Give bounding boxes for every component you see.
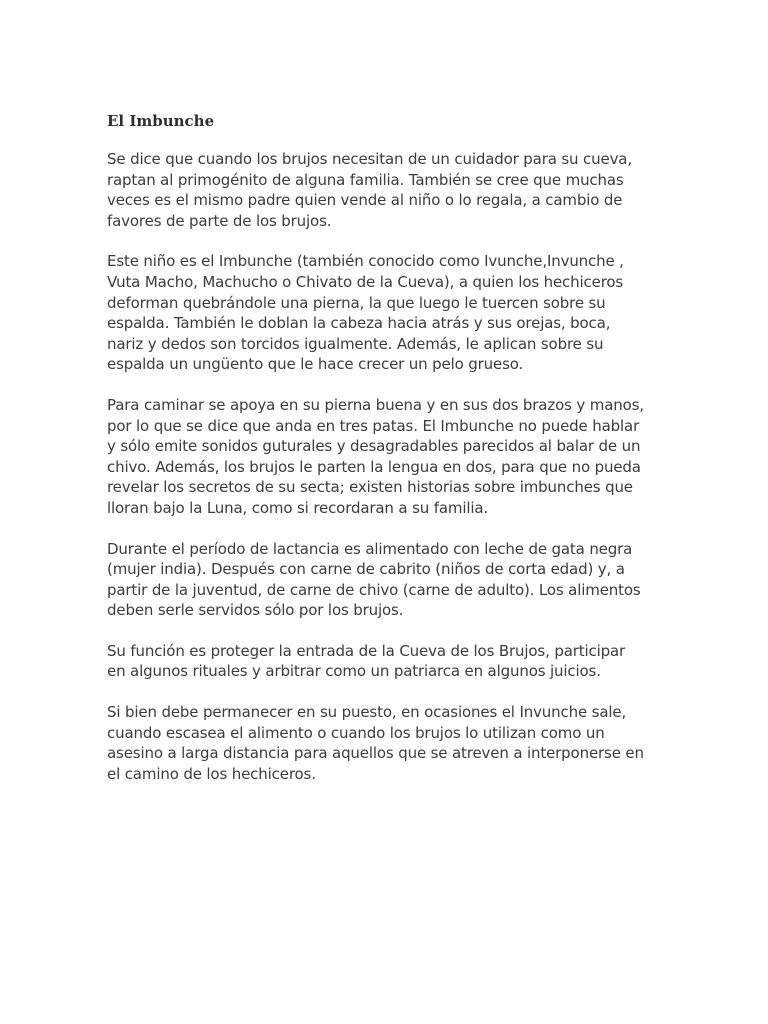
- text-line: favores de parte de los brujos.: [107, 211, 332, 230]
- text-line: el camino de los hechiceros.: [107, 764, 316, 783]
- paragraph-6: [107, 702, 647, 784]
- text-line: en algunos rituales y arbitrar como un patriarca en algunos juicios.: [107, 662, 601, 681]
- text-line: raptan al primogénito de alguna familia. También se cree que muchas: [107, 170, 624, 189]
- paragraph-5: [107, 641, 647, 682]
- paragraph-3: [107, 395, 647, 519]
- text-line: revelar los secretos de su secta; existen historias sobre imbunches que: [107, 478, 633, 497]
- text-line: espalda un ungüento que le hace crecer un pelo grueso.: [107, 355, 524, 374]
- text-line: veces es el mismo padre quien vende al niño o lo regala, a cambio de: [107, 191, 623, 210]
- text-line: y sólo emite sonidos guturales y desagradables parecidos al balar de un: [107, 437, 641, 456]
- text-line: deforman quebrándole una pierna, la que luego le tuercen sobre su: [107, 293, 606, 312]
- text-line: Vuta Macho, Machucho o Chivato de la Cueva), a quien los hechiceros: [107, 272, 624, 291]
- text-line: Para caminar se apoya en su pierna buena y en sus dos brazos y manos,: [107, 395, 644, 414]
- text-line: espalda. También le doblan la cabeza hacia atrás y sus orejas, boca,: [107, 314, 611, 333]
- paragraph-1: [107, 149, 647, 231]
- text-line: Si bien debe permanecer en su puesto, en ocasiones el Invunche sale,: [107, 703, 627, 722]
- text-line: deben serle servidos sólo por los brujos.: [107, 601, 404, 620]
- paragraph-4: [107, 539, 647, 621]
- text-line: partir de la juventud, de carne de chivo (carne de adulto). Los alimentos: [107, 580, 641, 599]
- document-title: El Imbunche: [107, 112, 215, 130]
- text-line: Este niño es el Imbunche (también conocido como Ivunche,Invunche ,: [107, 252, 624, 271]
- text-line: asesino a larga distancia para aquellos que se atreven a interponerse en: [107, 744, 644, 763]
- text-line: Su función es proteger la entrada de la Cueva de los Brujos, participar: [107, 641, 626, 660]
- text-line: por lo que se dice que anda en tres patas. El Imbunche no puede hablar: [107, 416, 640, 435]
- text-line: nariz y dedos son torcidos igualmente. Además, le aplican sobre su: [107, 334, 604, 353]
- document-body: [107, 111, 647, 804]
- text-line: chivo. Además, los brujos le parten la lengua en dos, para que no pueda: [107, 457, 641, 476]
- text-line: Durante el período de lactancia es alimentado con leche de gata negra: [107, 539, 633, 558]
- text-line: (mujer india). Después con carne de cabrito (niños de corta edad) y, a: [107, 560, 625, 579]
- text-line: cuando escasea el alimento o cuando los brujos lo utilizan como un: [107, 723, 605, 742]
- text-line: Se dice que cuando los brujos necesitan de un cuidador para su cueva,: [107, 150, 632, 168]
- text-line: lloran bajo la Luna, como si recordaran a su familia.: [107, 498, 489, 517]
- paragraph-2: [107, 251, 647, 375]
